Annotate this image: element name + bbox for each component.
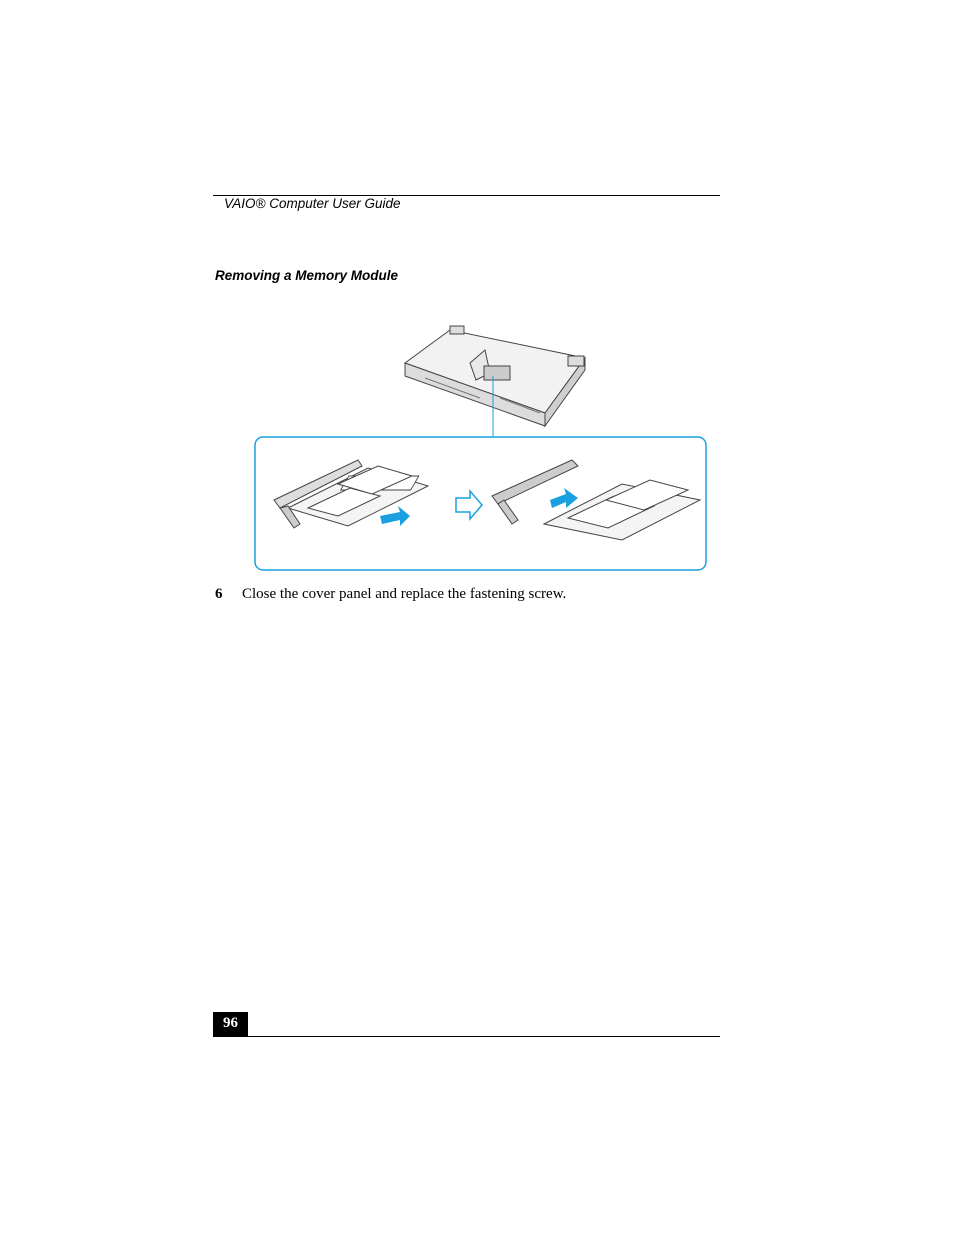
footer-rule [213, 1036, 720, 1037]
step-number: 6 [215, 586, 223, 602]
instruction-step [215, 586, 566, 603]
page-number: 96 [223, 1015, 238, 1031]
laptop-underside [405, 326, 585, 426]
section-title: Removing a Memory Module [215, 268, 399, 283]
running-head: VAIO® Computer User Guide [224, 196, 401, 211]
step-text: Close the cover panel and replace the fastening screw. [242, 586, 567, 602]
page-number-badge [213, 1012, 248, 1036]
memory-module-illustration [250, 318, 712, 576]
